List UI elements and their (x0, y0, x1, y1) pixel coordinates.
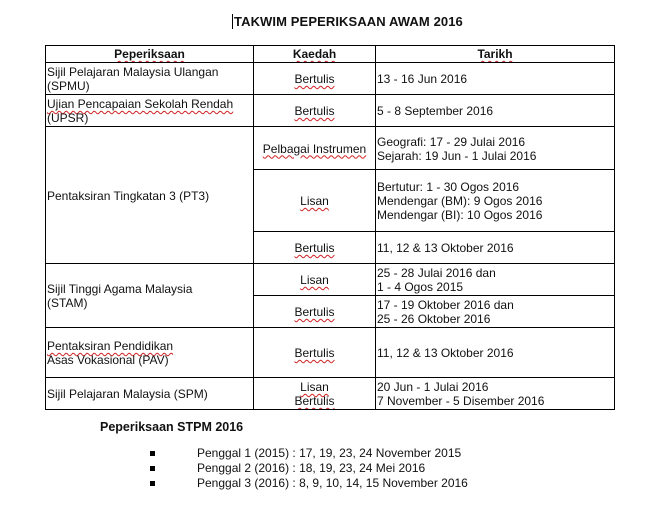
method-cell: Lisan Bertulis (254, 378, 376, 410)
date-cell: 25 - 28 Julai 2016 dan 1 - 4 Ogos 2015 (376, 264, 615, 296)
exam-schedule-table (45, 45, 615, 410)
table-row (46, 264, 615, 296)
table-row (46, 95, 615, 127)
method-cell: Lisan (254, 170, 376, 232)
method-cell: Bertulis (254, 296, 376, 328)
method-cell: Bertulis (254, 232, 376, 264)
exam-cell: Sijil Tinggi Agama Malaysia (STAM) (46, 264, 254, 328)
bullet-icon (150, 451, 155, 456)
exam-cell: Ujian Pencapaian Sekolah Rendah (UPSR) (46, 95, 254, 127)
date-cell: 13 - 16 Jun 2016 (376, 63, 615, 95)
method-cell: Bertulis (254, 95, 376, 127)
table-row (46, 328, 615, 378)
date-cell: 11, 12 & 13 Oktober 2016 (376, 232, 615, 264)
stpm-list (150, 446, 468, 491)
method-cell: Bertulis (254, 63, 376, 95)
table-row (46, 127, 615, 170)
table-row (46, 378, 615, 410)
date-cell: 11, 12 & 13 Oktober 2016 (376, 328, 615, 378)
bullet-icon (150, 466, 155, 471)
exam-cell: Pentaksiran Tingkatan 3 (PT3) (46, 127, 254, 264)
date-cell: Bertutur: 1 - 30 Ogos 2016 Mendengar (BM): 9 Ogos 2016 Mendengar (BI): 10 Ogos 2016 (376, 170, 615, 232)
header-method: Kaedah (254, 46, 376, 63)
list-item: Penggal 3 (2016) : 8, 9, 10, 14, 15 November 2016 (150, 476, 468, 491)
method-cell: Lisan (254, 264, 376, 296)
exam-cell: Sijil Pelajaran Malaysia (SPM) (46, 378, 254, 410)
header-exam: Peperiksaan (46, 46, 254, 63)
bullet-icon (150, 481, 155, 486)
date-cell: 17 - 19 Oktober 2016 dan 25 - 26 Oktober 2016 (376, 296, 615, 328)
stpm-heading: Peperiksaan STPM 2016 (100, 420, 244, 434)
table-row (46, 63, 615, 95)
exam-cell: Sijil Pelajaran Malaysia Ulangan (SPMU) (46, 63, 254, 95)
date-cell: Geografi: 17 - 29 Julai 2016 Sejarah: 19 Jun - 1 Julai 2016 (376, 127, 615, 170)
header-date: Tarikh (376, 46, 615, 63)
method-cell: Bertulis (254, 328, 376, 378)
list-item: Penggal 1 (2015) : 17, 19, 23, 24 November 2015 (150, 446, 468, 461)
document-title: TAKWIM PEPERIKSAAN AWAM 2016 (234, 14, 463, 29)
exam-cell: Pentaksiran Pendidikan Asas Vokasional (PAV) (46, 328, 254, 378)
date-cell: 5 - 8 September 2016 (376, 95, 615, 127)
date-cell: 20 Jun - 1 Julai 2016 7 November - 5 Disember 2016 (376, 378, 615, 410)
list-item: Penggal 2 (2016) : 18, 19, 23, 24 Mei 2016 (150, 461, 468, 476)
table-header-row (46, 46, 615, 63)
method-cell: Pelbagai Instrumen (254, 127, 376, 170)
